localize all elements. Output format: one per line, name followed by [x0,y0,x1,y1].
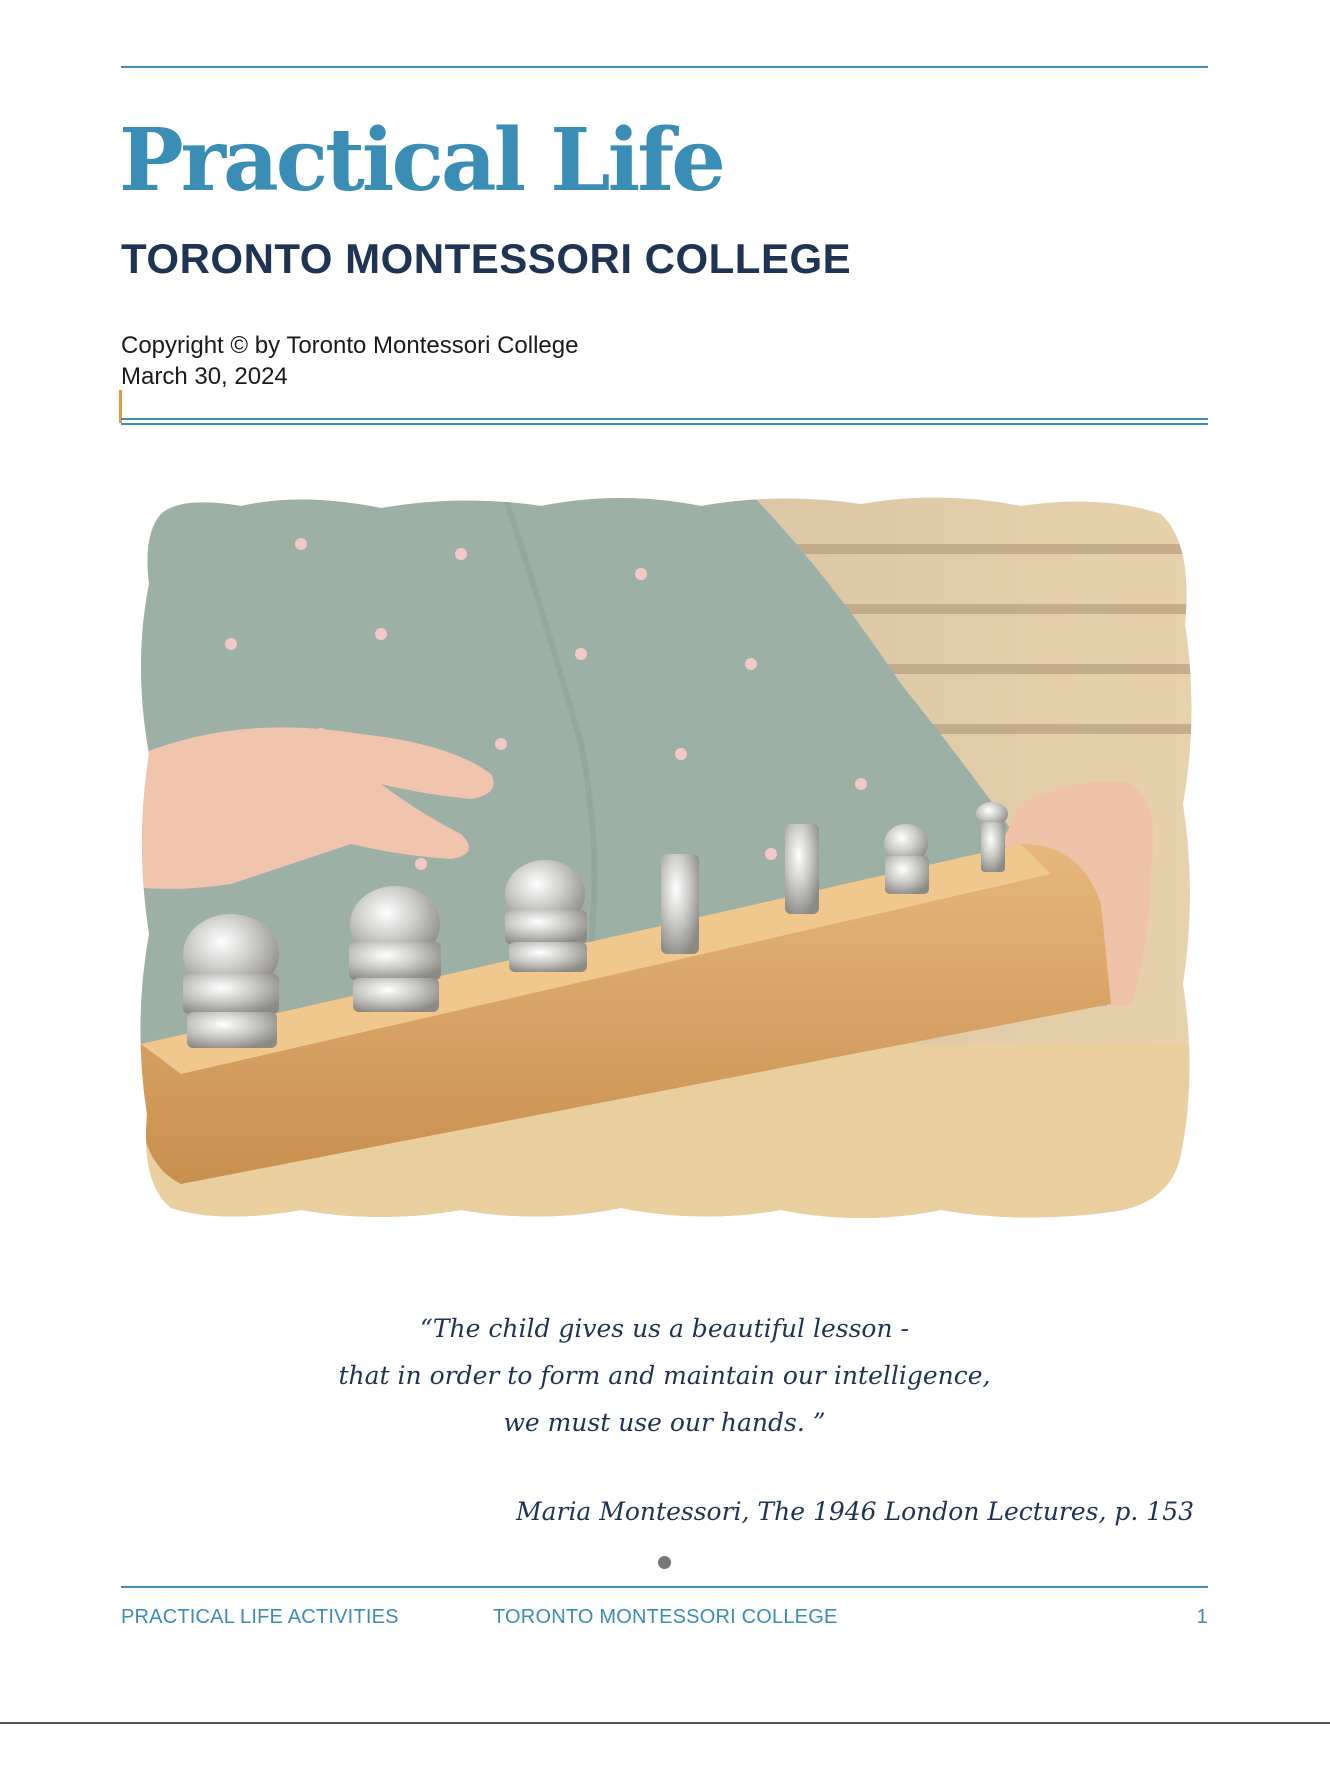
cover-photo [121,484,1208,1232]
footer-left-text: PRACTICAL LIFE ACTIVITIES [121,1606,399,1628]
page-edge-divider [0,1722,1330,1724]
quote-line: that in order to form and maintain our intelligence, [338,1361,991,1390]
child-hands-nuts-and-bolts-board-icon [121,484,1208,1232]
copyright-line: Copyright © by Toronto Montessori College [121,332,579,359]
document-title: Practical Life [119,110,724,211]
footer-center-text: TORONTO MONTESSORI COLLEGE [493,1606,838,1628]
quote-line: we must use our hands. ” [503,1408,826,1437]
epigraph-quote [121,1305,1208,1446]
double-divider [121,418,1208,425]
quote-line: “The child gives us a beautiful lesson - [420,1314,909,1343]
page-number: 1 [1196,1606,1208,1628]
footer-rule [121,1586,1208,1588]
bullet-dot-icon [658,1556,671,1569]
top-rule [121,66,1208,68]
quote-attribution: Maria Montessori, The 1946 London Lectures, p. 153 [515,1497,1194,1526]
document-meta [121,330,578,392]
date-line: March 30, 2024 [121,363,288,390]
document-subtitle: TORONTO MONTESSORI COLLEGE [121,235,852,282]
